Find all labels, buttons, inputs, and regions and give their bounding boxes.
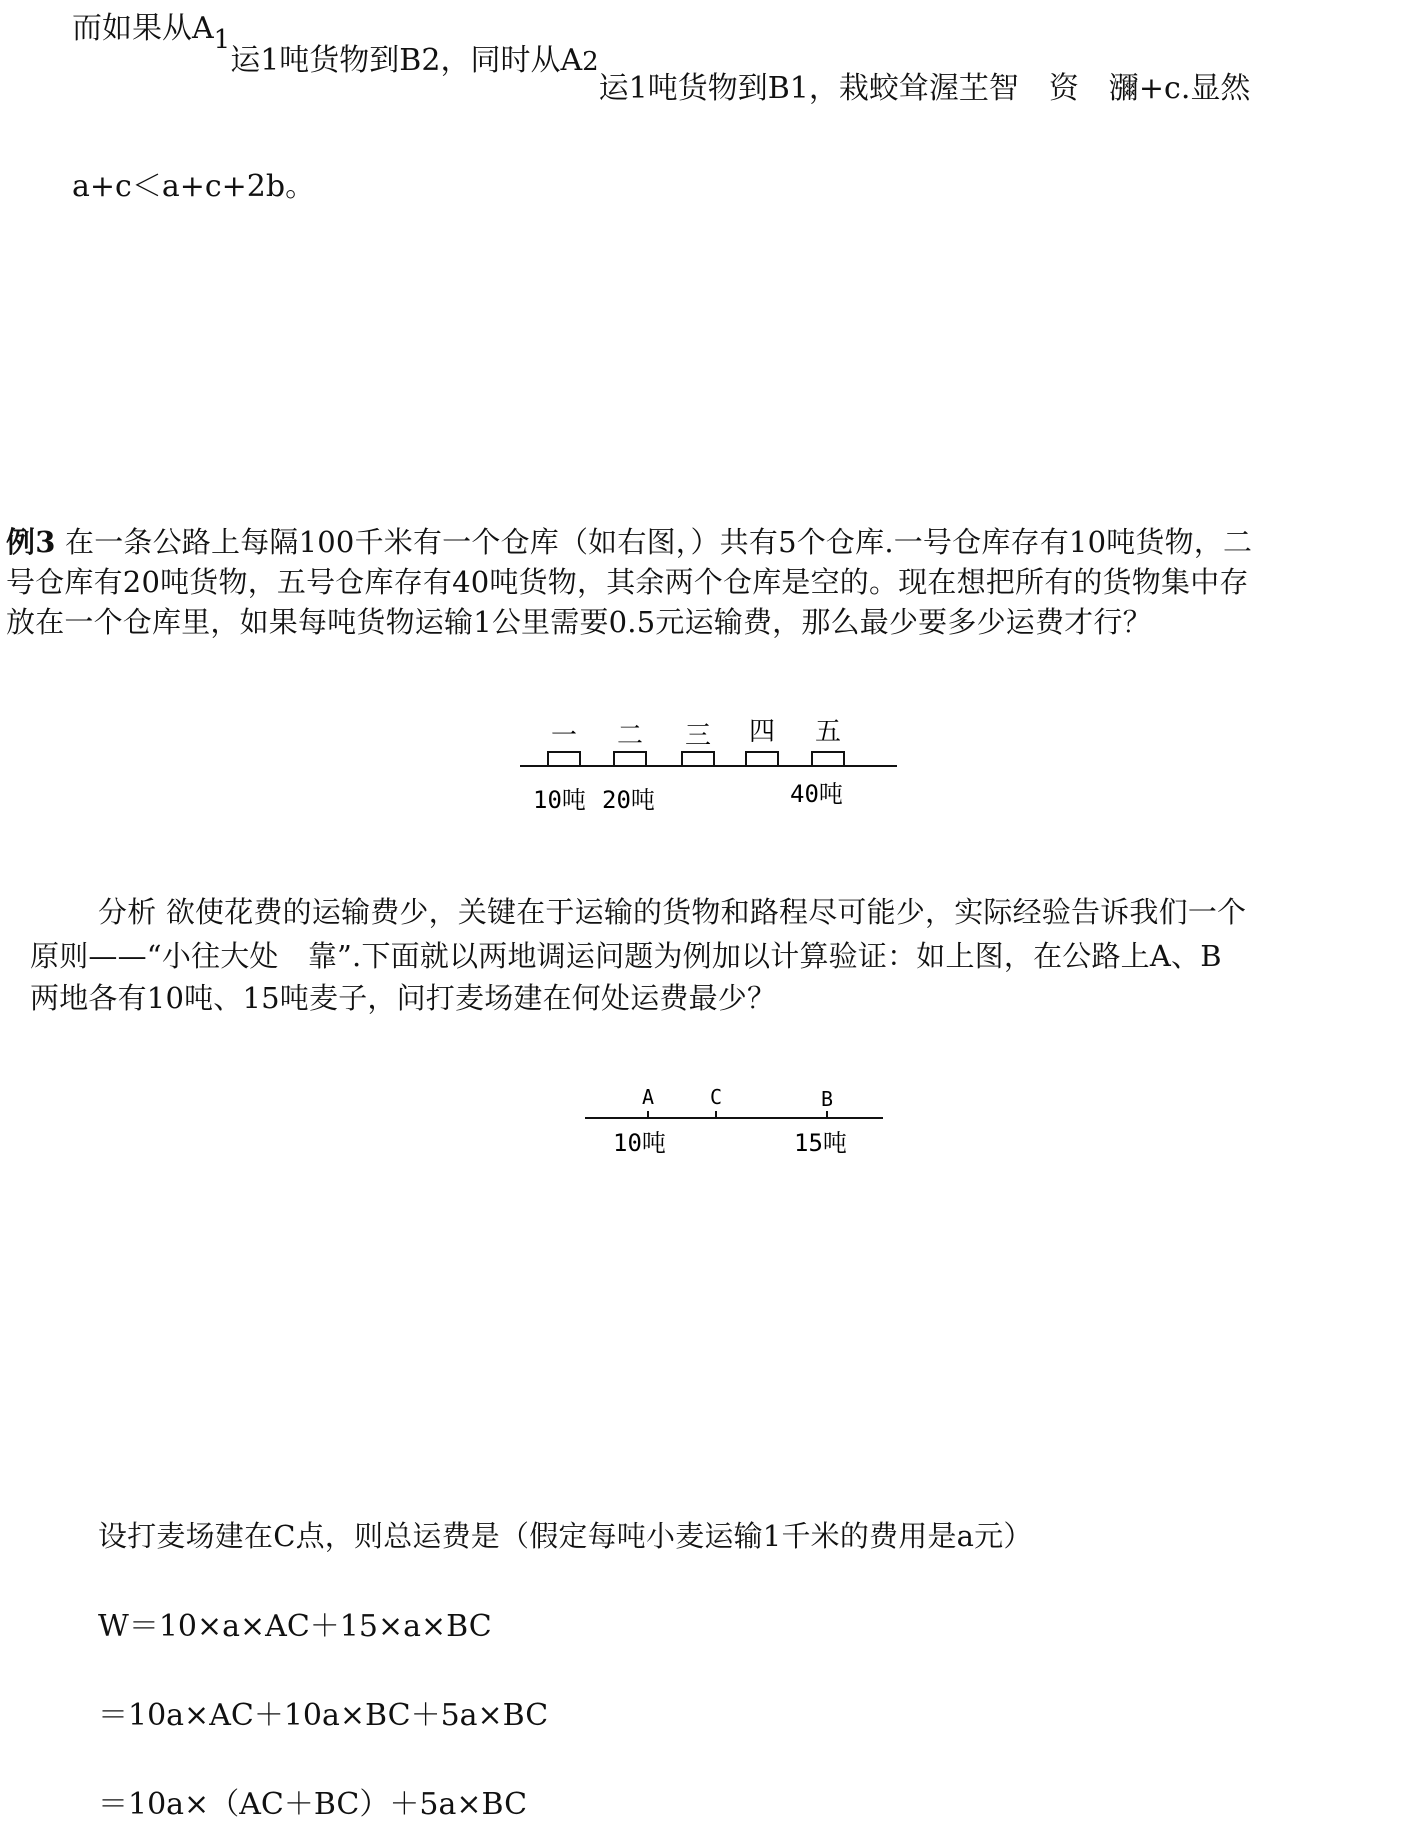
example3-line2: 号仓库有20吨货物，五号仓库存有40吨货物，其余两个仓库是空的。现在想把所有的货物集中存: [6, 565, 1249, 599]
load-b-label: 15吨: [794, 1129, 847, 1157]
intro-subscript-2: 2: [582, 47, 599, 77]
intro-inequality: a+c＜a+c+2b。: [72, 169, 316, 204]
warehouse-label-5: 五: [814, 717, 842, 747]
point-b-label: B: [820, 1087, 834, 1111]
analysis-line1: 分析 欲使花费的运输费少，关键在于运输的货物和路程尽可能少，实际经验告诉我们一个: [98, 895, 1247, 929]
formula-2: ＝10a×AC＋10a×BC＋5a×BC: [98, 1698, 549, 1733]
point-c-label: C: [709, 1085, 723, 1109]
intro-part1: 而如果从A: [72, 11, 214, 46]
intro-part2: 运1吨货物到B2，同时从A: [230, 43, 583, 78]
warehouse-label-2: 二: [616, 721, 644, 751]
point-a-label: A: [641, 1085, 655, 1109]
load-label-5: 40吨: [790, 780, 843, 808]
warehouse-label-4: 四: [748, 717, 776, 747]
example3-line1: [6, 525, 1253, 559]
analysis-line3: 两地各有10吨、15吨麦子，问打麦场建在何处运费最少？: [30, 981, 777, 1015]
analysis-line2: 原则——“小往大处 靠”.下面就以两地调运问题为例加以计算验证：如上图，在公路上A、B: [30, 939, 1222, 973]
load-label-1: 10吨: [533, 786, 586, 814]
example3-text1: 在一条公路上每隔100千米有一个仓库（如右图，）共有5个仓库.一号仓库存有10吨货物，二: [55, 525, 1253, 559]
load-label-2: 20吨: [602, 786, 655, 814]
intro-subscript-1: 1: [213, 25, 231, 55]
warehouse-label-1: 一: [550, 721, 578, 751]
intro-line: [72, 11, 1251, 106]
warehouse-box: [548, 752, 844, 766]
example3-line3: 放在一个仓库里，如果每吨货物运输1公里需要0.5元运输费，那么最少要多少运费才行？: [6, 605, 1152, 639]
example3-label: 例3: [6, 525, 56, 559]
formula-3: ＝10a×（AC＋BC）＋5a×BC: [98, 1787, 528, 1822]
load-a-label: 10吨: [613, 1129, 666, 1157]
formula-1: W＝10×a×AC＋15×a×BC: [98, 1609, 492, 1644]
warehouse-figure: [500, 700, 920, 820]
intro-part3: 运1吨货物到B1，栽蛟耸渥芏智 资 瀰+c.显然: [598, 71, 1251, 106]
ab-figure: [580, 1078, 900, 1178]
warehouse-label-3: 三: [684, 721, 712, 751]
solution-setup: 设打麦场建在C点，则总运费是（假定每吨小麦运输1千米的费用是a元）: [98, 1519, 1033, 1553]
